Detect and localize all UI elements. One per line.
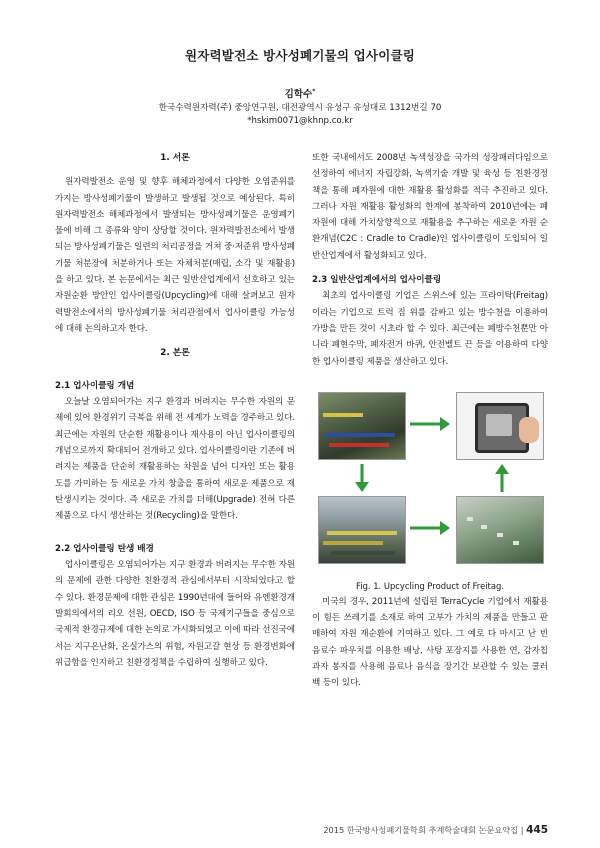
subsection-2-1-paragraph: 오늘날 오염되어가는 지구 환경과 버려지는 무수한 자원의 문제에 있어 환경위기 극복을 위해 전 세계가 노력을 경주하고 있다. 최근에는 자원의 단순한 재활용이나 재사용이 아닌 업사이클링의 개념으로까지 확대되어 전개하고 있다. 업사이클링이란 기존에 버려지는 제품을 단순히 재활용하는 차원을 넘어 디자인 또는 활용도를 가미하는 등 새로운 가치 창출을 통하여 새로운 제품으로 재탄생시키는 것이다. 즉 새로운 가치를 더해(Upgrade) 전혀 다른 제품으로 다시 생산하는 것(Recycling)을 말한다.: [55, 397, 295, 522]
figure-photo-factory-floor: [318, 496, 406, 564]
figure-1: [312, 392, 548, 591]
figure-photo-bag-product: [456, 392, 544, 460]
footer-text: 2015 한국방사성폐기물학회 추계학술대회 논문요약집: [323, 825, 519, 835]
figure-photo-workshop: [456, 496, 544, 564]
arrow-down-icon: [352, 462, 372, 494]
right-column: [312, 150, 548, 692]
section-2-heading: 2. 본론: [160, 348, 190, 359]
subsection-2-1-heading: 2.1 업사이클링 개념: [55, 380, 135, 391]
intro-paragraph: 원자력발전소 운영 및 향후 해체과정에서 다양한 오염준위를 가지는 방사성폐기물이 발생하고 발생될 것으로 예상된다. 특히 원자력발전소 해체과정에서 발생되는 방사성폐기물은 운영폐기물에 비해 그 종류와 양이 상당할 것이다. 원자력발전소에서 발생되는 방사성폐기물은 일련의 처리공정을 거쳐 중·저준위 방사성폐기물 처분장에 처분하거나 또는 자체처분(매립, 소각 및 재활용)을 하고 있다. 본 논문에서는 최근 일반산업계에서 선호하고 있는 자원순환 방안인 업사이클링(Upcycling)에 대해 살펴보고 원자력발전소에서의 방사성폐기물 처리관점에서 업사이클링 가능성에 대해 논의하고자 한다.: [55, 177, 295, 334]
author-line: [0, 86, 600, 100]
figure-caption: Fig. 1. Upcycling Product of Freitag.: [356, 580, 504, 591]
subsection-2-3-heading: 2.3 일반산업계에서의 업사이클링: [312, 275, 442, 286]
terracycle-paragraph: 미국의 경우, 2011년에 설립된 TerraCycle 기업에서 재활용이 힘든 쓰레기를 소재로 하여 고부가 가치의 제품을 만들고 판매하여 자원 재순환에 기여하고 있다. 그 예로 다 마시고 난 빈 음료수 파우치를 이용한 배낭, 사탕 포장지를 사용한 연, 감자칩 과자 봉지를 사용해 음료나 음식을 장기간 보관할 수 있는 쿨러백 등이 있다.: [312, 596, 548, 689]
author-name: 김학수: [284, 89, 313, 100]
page-number: 445: [526, 824, 548, 836]
section-1-heading: 1. 서론: [160, 153, 190, 163]
email: *hskim0071@khnp.co.kr: [247, 116, 353, 126]
page-footer: [318, 824, 548, 836]
continued-paragraph: 또한 국내에서도 2008년 녹색성장을 국가의 성장패러다임으로 선정하여 에너지 자립강화, 녹색기술 개발 및 육성 등 친환경정책을 통해 폐자원에 대한 재활용 활성화를 적극 추진하고 있다. 그러나 자원 재활용 활성화의 한계에 봉착하여 2010년에는 폐자원에 대해 가치상향적으로 재활용을 추구하는 새로운 자원 순환개념(C2C : Cradle to Cradle)인 업사이클링이 도입되어 일반산업계에서 활성화되고 있다.: [312, 153, 548, 261]
subsection-2-2-heading: 2.2 업사이클링 탄생 배경: [55, 543, 154, 554]
author-mark: *: [312, 87, 316, 95]
figure-photo-tarp-waste: [318, 392, 406, 460]
subsection-2-2-paragraph: 업사이클링은 오염되어가는 지구 환경과 버려지는 무수한 자원의 문제에 관한 다양한 친환경적 관심에서부터 시작되었다고 할 수 있다. 환경문제에 대한 관심은 1990년대에 들어와 유엔환경개발회의에서의 리오 선원, OECD, ISO 등 국제기구들을 중심으로 국제적 환경규제에 대한 논의로 가시화되었고 이에 따라 선진국에서는 지구온난화, 온실가스의 위험, 자원고갈 현상 등 환경변화에 위급함을 인지하고 친환경정책을 수립하여 실행하고 있다.: [55, 560, 295, 668]
affiliation: 한국수력원자력(주) 중앙연구원, 대전광역시 유성구 유성대로 1312번길 70: [158, 103, 442, 113]
arrow-right-icon: [408, 518, 452, 538]
arrow-up-icon: [492, 462, 512, 494]
footer-separator: |: [520, 825, 524, 835]
left-column: [55, 150, 295, 671]
paper-title: 원자력발전소 방사성폐기물의 업사이클링: [184, 48, 416, 63]
subsection-2-3-paragraph: 최초의 업사이클링 기업은 스위스에 있는 프라이탁(Freitag)이라는 기업으로 트럭 짐 위를 감싸고 있는 방수천을 이용하여 가방을 만든 것이 시초라 할 수 있다. 최근에는 폐방수천뿐만 아니라 폐현수막, 폐자전거 바퀴, 안전벨트 끈 등을 이용하여 다양한 업사이클링 제품을 생산하고 있다.: [312, 291, 548, 367]
arrow-right-icon: [408, 414, 452, 434]
